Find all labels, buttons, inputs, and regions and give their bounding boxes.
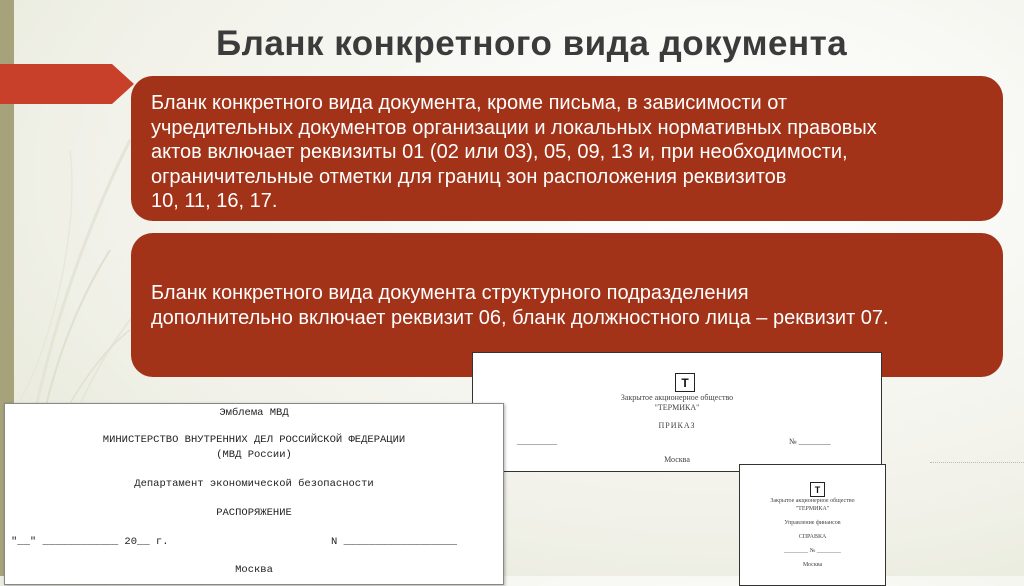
doc-type: ПРИКАЗ [658, 421, 696, 430]
org-type: Закрытое акционерное общество [770, 498, 855, 504]
doc-type: СПРАВКА [798, 534, 827, 540]
number-line: № ________ [789, 437, 831, 446]
sample-prikaz-blank [472, 352, 882, 472]
date-line: "__" ____________ 20__ г. [11, 536, 169, 548]
emblem-text: Эмблема МВД [219, 407, 289, 419]
number-line: N __________________ [331, 536, 458, 548]
org-name: "ТЕРМИКА" [795, 506, 830, 512]
box-2-text: Бланк конкретного вида документа структурного подразделения дополнительно включает реквизит 06, бланк должностного лица – реквизит 07. [151, 282, 889, 329]
department-name: Департамент экономической безопасности [134, 478, 374, 490]
date-number-line: ________ № ________ [784, 548, 841, 554]
city: Москва [664, 455, 690, 464]
text-box-1 [131, 76, 1003, 221]
ministry-name: МИНИСТЕРСТВО ВНУТРЕННИХ ДЕЛ РОССИЙСКОЙ ФЕДЕРАЦИИ [102, 434, 406, 446]
slide-title: Бланк конкретного вида документа [216, 24, 848, 63]
arrow-marker [0, 64, 134, 104]
org-name: "ТЕРМИКА" [654, 403, 700, 412]
doc-type: РАСПОРЯЖЕНИЕ [216, 507, 292, 519]
city: Москва [802, 562, 823, 568]
org-type: Закрытое акционерное общество [620, 393, 734, 402]
sample-mvd-blank [4, 403, 504, 585]
ministry-short: (МВД России) [216, 449, 292, 461]
termika-logo: T [675, 373, 695, 392]
department: Управление финансов [784, 520, 841, 526]
city: Москва [235, 564, 273, 576]
termika-logo: T [810, 482, 825, 497]
divider [930, 462, 1024, 463]
date-line: __________ [517, 437, 557, 446]
box-1-text: Бланк конкретного вида документа, кроме письма, в зависимости от учредительных документов организации и локальных нормативных правовых актов включает реквизиты 01 (02 или 03), 05, 09, 13 и, при необходимости, ограничительные отметки для границ зон расположения реквизитов 10, 11, 16, 17. [151, 92, 877, 212]
sample-spravka-blank [739, 464, 886, 586]
